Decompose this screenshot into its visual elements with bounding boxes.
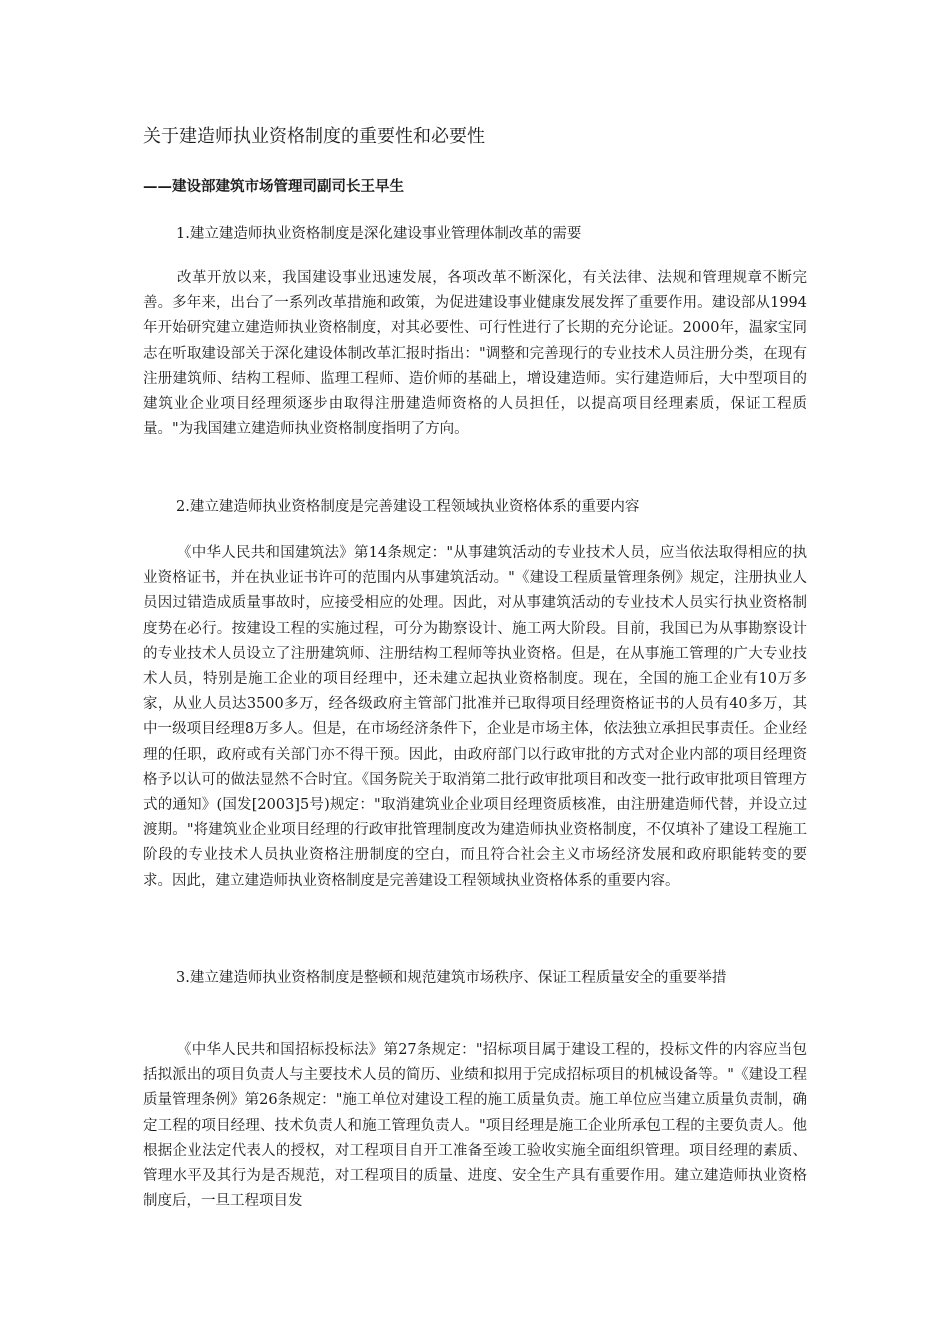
document-subtitle-author: ——建设部建筑市场管理司副司长王早生 <box>143 178 404 195</box>
section-2-paragraph: 《中华人民共和国建筑法》第14条规定："从事建筑活动的专业技术人员，应当依法取得相应的执业资格证书，并在执业证书许可的范围内从事建筑活动。"《建设工程质量管理条例》规定，注册执业人员因过错造成质量事故时，应接受相应的处理。因此，对从事建筑活动的专业技术人员实行执业资格制度势在必行。按建设工程的实施过程，可分为勘察设计、施工两大阶段。目前，我国已为从事勘察设计的专业技术人员设立了注册建筑师、注册结构工程师等执业资格。但是，在从事施工管理的广大专业技术人员，特别是施工企业的项目经理中，还未建立起执业资格制度。现在，全国的施工企业有10万多家，从业人员达3500多万，经各级政府主管部门批准并已取得项目经理资格证书的人员有40多万，其中一级项目经理8万多人。但是，在市场经济条件下，企业是市场主体，依法独立承担民事责任。企业经理的任职，政府或有关部门亦不得干预。因此，由政府部门以行政审批的方式对企业内部的项目经理资格予以认可的做法显然不合时宜。《国务院关于取消第二批行政审批项目和改变一批行政审批项目管理方式的通知》(国发[2003]5号)规定："取消建筑业企业项目经理资质核准，由注册建造师代替，并设立过渡期。"将建筑业企业项目经理的行政审批管理制度改为建造师执业资格制度，不仅填补了建设工程施工阶段的专业技术人员执业资格注册制度的空白，而且符合社会主义市场经济发展和政府职能转变的要求。因此，建立建造师执业资格制度是完善建设工程领域执业资格体系的重要内容。 <box>143 545 807 889</box>
section-1-paragraph: 改革开放以来，我国建设事业迅速发展，各项改革不断深化，有关法律、法规和管理规章不断完善。多年来，出台了一系列改革措施和政策，为促进建设事业健康发展发挥了重要作用。建设部从1994年开始研究建立建造师执业资格制度，对其必要性、可行性进行了长期的充分论证。2000年，温家宝同志在听取建设部关于深化建设体制改革汇报时指出："调整和完善现行的专业技术人员注册分类，在现有注册建筑师、结构工程师、监理工程师、造价师的基础上，增设建造师。实行建造师后，大中型项目的建筑业企业项目经理须逐步由取得注册建造师资格的人员担任，以提高项目经理素质，保证工程质量。"为我国建立建造师执业资格制度指明了方向。 <box>143 270 807 438</box>
section-1-heading: 1.建立建造师执业资格制度是深化建设事业管理体制改革的需要 <box>176 226 582 242</box>
section-3-heading: 3.建立建造师执业资格制度是整顿和规范建筑市场秩序、保证工程质量安全的重要举措 <box>176 970 727 986</box>
section-2-heading: 2.建立建造师执业资格制度是完善建设工程领域执业资格体系的重要内容 <box>176 499 640 515</box>
section-3-paragraph: 《中华人民共和国招标投标法》第27条规定："招标项目属于建设工程的，投标文件的内容应当包括拟派出的项目负责人与主要技术人员的简历、业绩和拟用于完成招标项目的机械设备等。"《建设工程质量管理条例》第26条规定："施工单位对建设工程的施工质量负责。施工单位应当建立质量负责制，确定工程的项目经理、技术负责人和施工管理负责人。"项目经理是施工企业所承包工程的主要负责人。他根据企业法定代表人的授权，对工程项目自开工准备至竣工验收实施全面组织管理。项目经理的素质、管理水平及其行为是否规范，对工程项目的质量、进度、安全生产具有重要作用。建立建造师执业资格制度后，一旦工程项目发 <box>143 1042 807 1210</box>
document-title: 关于建造师执业资格制度的重要性和必要性 <box>143 126 485 147</box>
